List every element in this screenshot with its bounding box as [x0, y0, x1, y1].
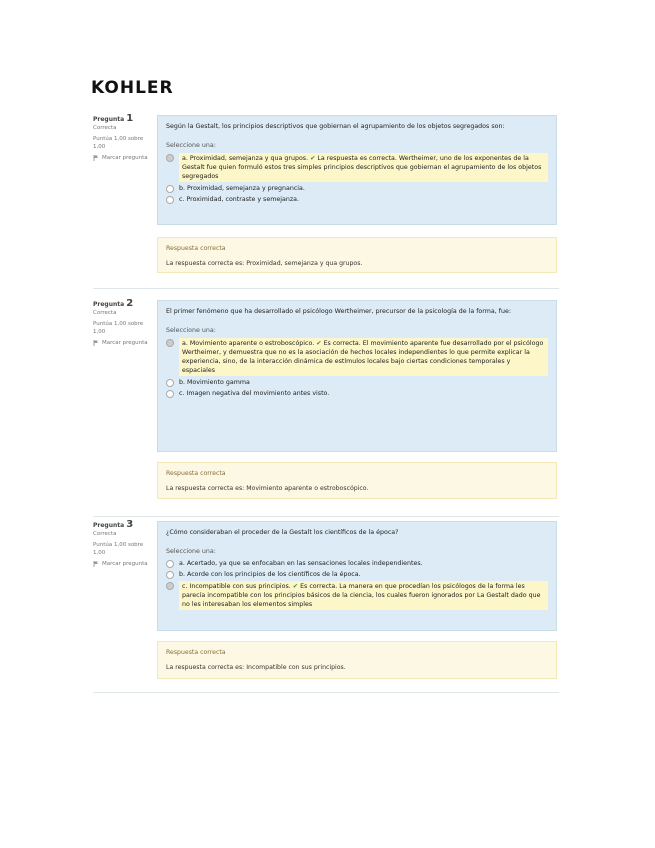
- feedback-answer: La respuesta correcta es: Proximidad, semejanza y qua grupos.: [166, 260, 363, 267]
- question-info: [93, 521, 151, 568]
- feedback-box: [157, 641, 557, 679]
- option-label: b. Proximidad, semejanza y pregnancia.: [179, 185, 305, 192]
- feedback-box: [157, 237, 557, 273]
- feedback-box: [157, 462, 557, 499]
- page-title: KOHLER: [91, 78, 174, 98]
- check-icon: ✔: [310, 155, 316, 162]
- answer-option[interactable]: [166, 378, 548, 387]
- question-content: [157, 115, 557, 225]
- flag-icon: [93, 340, 99, 346]
- question-text: Según la Gestalt, los principios descriptivos que gobiernan el agrupamiento de los objetos segregados son:: [166, 123, 505, 130]
- option-feedback: Es correcta. El movimiento aparente fue desarrollado por el psicólogo Wertheimer, y demuestra que no es la asociación de hechos locales independientes lo que permite explicar la experiencia, sino, de la interacción dinámica de estímulos locales bajo ciertas condiciones temporales y espaciales: [182, 340, 544, 374]
- option-label: a. Movimiento aparente o estroboscópico.: [182, 340, 315, 347]
- question-score: Puntúa 1,00 sobre 1,00: [93, 136, 144, 150]
- feedback-title: Respuesta correcta: [166, 245, 226, 252]
- flag-label: Marcar pregunta: [102, 561, 148, 567]
- feedback-title: Respuesta correcta: [166, 470, 226, 477]
- flag-question-link[interactable]: [93, 154, 151, 162]
- answer-option[interactable]: [166, 389, 548, 398]
- question-state: Correcta: [93, 310, 117, 316]
- option-label: b. Movimiento gamma: [179, 379, 250, 386]
- option-label: c. Incompatible con sus principios.: [182, 583, 291, 590]
- question-score: Puntúa 1,00 sobre 1,00: [93, 542, 144, 556]
- question-content: [157, 521, 557, 631]
- question-score: Puntúa 1,00 sobre 1,00: [93, 321, 144, 335]
- question-text: ¿Cómo consideraban el proceder de la Gestalt los científicos de la época?: [166, 529, 399, 536]
- answer-option[interactable]: [166, 559, 548, 568]
- feedback-answer: La respuesta correcta es: Incompatible con sus principios.: [166, 664, 346, 671]
- option-text: [179, 378, 250, 387]
- option-text: [179, 153, 548, 182]
- radio-button[interactable]: [166, 185, 174, 193]
- option-feedback: Es correcta. La manera en que procedían los psicólogos de la forma les parecía incompatible con los principios básicos de la ciencia, los cuales fueron ignorados por La Gestalt dado que no les interesaban los elementos simples: [182, 583, 541, 608]
- option-text: [179, 581, 548, 610]
- flag-label: Marcar pregunta: [102, 155, 148, 161]
- select-label: Seleccione una:: [166, 327, 216, 334]
- check-icon: ✔: [292, 583, 299, 590]
- option-label: b. Acorde con los principios de los científicos de la época.: [179, 571, 361, 578]
- check-icon: ✔: [316, 340, 322, 347]
- answer-option[interactable]: [166, 570, 548, 579]
- answer-option[interactable]: [166, 338, 548, 376]
- option-text: [179, 570, 361, 579]
- question-divider: [93, 692, 559, 693]
- option-label: a. Acertado, ya que se enfocaban en las sensaciones locales independientes.: [179, 560, 423, 567]
- radio-button[interactable]: [166, 339, 174, 347]
- radio-button[interactable]: [166, 390, 174, 398]
- radio-button[interactable]: [166, 196, 174, 204]
- option-text: [179, 559, 423, 568]
- flag-icon: [93, 561, 99, 567]
- flag-label: Marcar pregunta: [102, 340, 148, 346]
- question-text: El primer fenómeno que ha desarrollado el psicólogo Wertheimer, precursor de la psicología de la forma, fue:: [166, 308, 511, 315]
- question-divider: [93, 288, 559, 289]
- question-number: Pregunta 3: [93, 519, 134, 530]
- option-label: a. Proximidad, semejanza y qua grupos.: [182, 155, 309, 162]
- flag-icon: [93, 155, 99, 161]
- question-number: Pregunta 1: [93, 113, 134, 124]
- question-state: Correcta: [93, 531, 117, 537]
- option-text: [179, 389, 329, 398]
- select-label: Seleccione una:: [166, 548, 216, 555]
- question-divider: [93, 516, 559, 517]
- option-text: [179, 184, 305, 193]
- answer-option[interactable]: [166, 581, 548, 610]
- question-number: Pregunta 2: [93, 298, 134, 309]
- option-label: c. Proximidad, contraste y semejanza.: [179, 196, 299, 203]
- radio-button[interactable]: [166, 582, 174, 590]
- question-state: Correcta: [93, 125, 117, 131]
- option-text: [179, 338, 548, 376]
- question-info: [93, 300, 151, 347]
- answer-option[interactable]: [166, 153, 548, 182]
- radio-button[interactable]: [166, 571, 174, 579]
- select-label: Seleccione una:: [166, 142, 216, 149]
- option-text: [179, 195, 299, 204]
- feedback-title: Respuesta correcta: [166, 649, 226, 656]
- flag-question-link[interactable]: [93, 339, 151, 347]
- flag-question-link[interactable]: [93, 560, 151, 568]
- answer-option[interactable]: [166, 184, 548, 193]
- radio-button[interactable]: [166, 560, 174, 568]
- radio-button[interactable]: [166, 154, 174, 162]
- answer-option[interactable]: [166, 195, 548, 204]
- question-info: [93, 115, 151, 162]
- option-label: c. Imagen negativa del movimiento antes visto.: [179, 390, 330, 397]
- radio-button[interactable]: [166, 379, 174, 387]
- feedback-answer: La respuesta correcta es: Movimiento aparente o estroboscópico.: [166, 485, 369, 492]
- question-content: [157, 300, 557, 452]
- option-feedback: La respuesta es correcta. Wertheimer, uno de los exponentes de la Gestalt fue quien formuló estos tres simples principios descriptivos que gobiernan el agrupamiento de los objetos segregados: [182, 155, 542, 180]
